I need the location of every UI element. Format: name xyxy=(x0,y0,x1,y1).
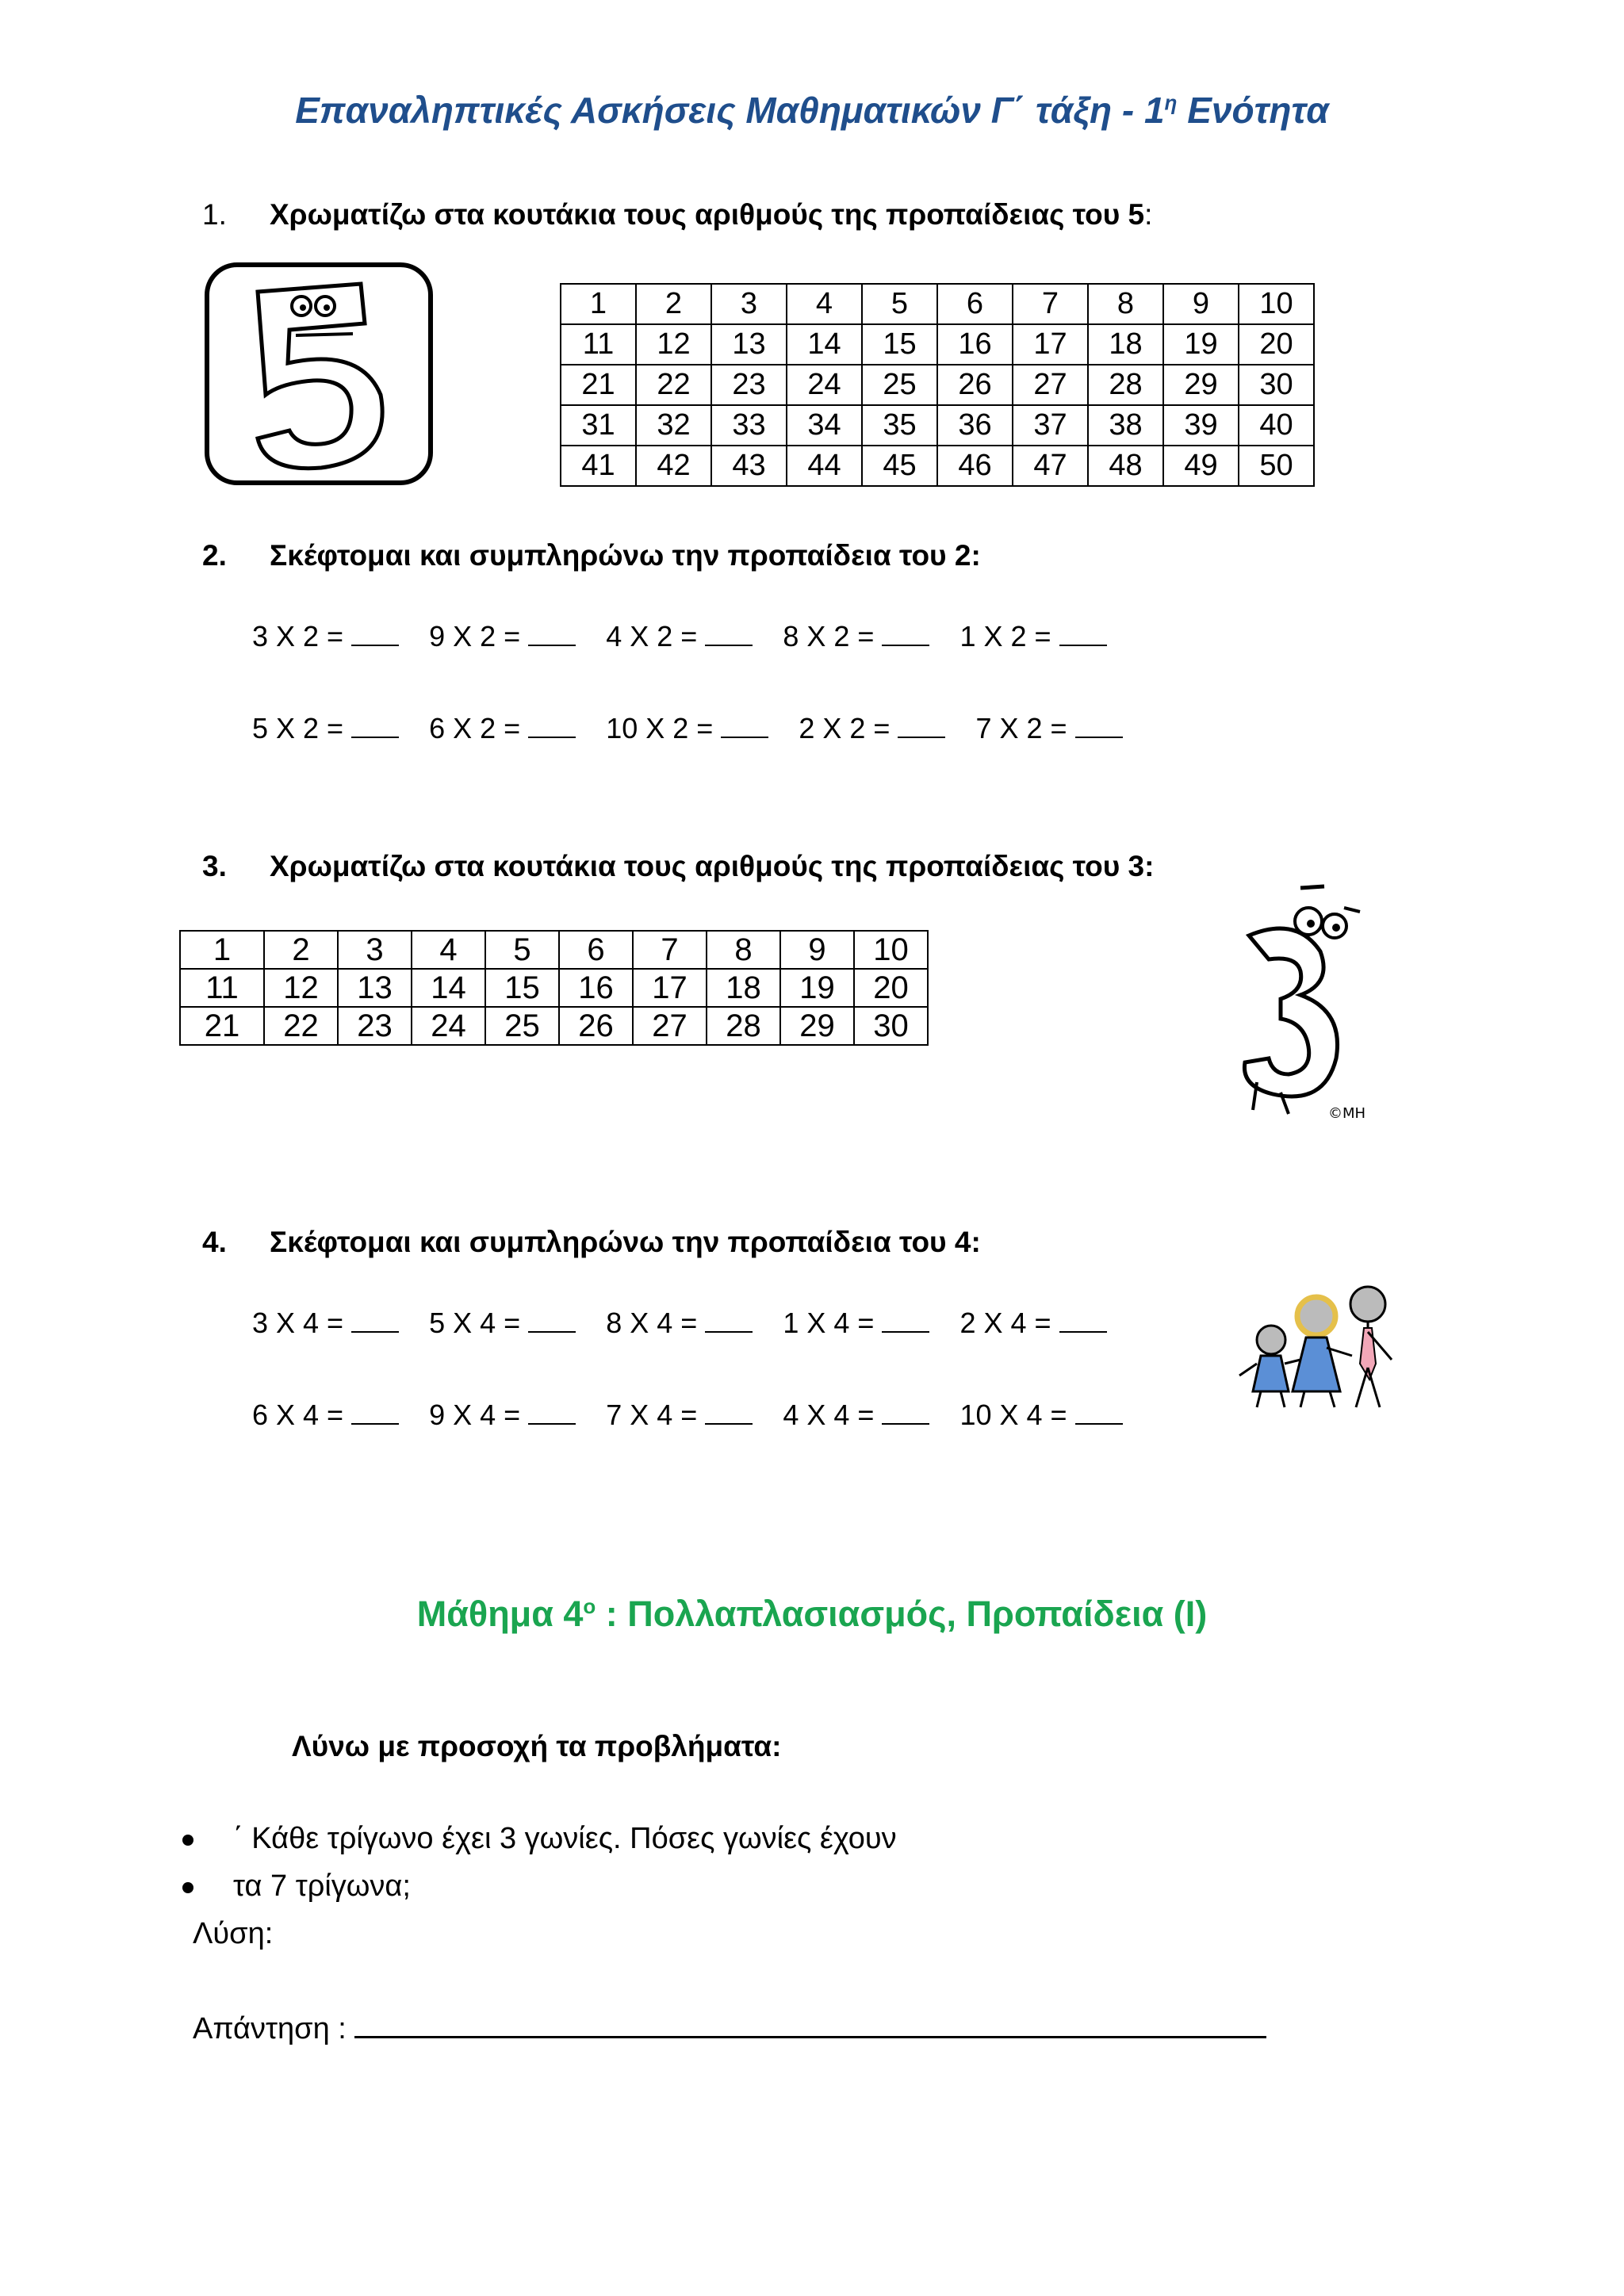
equation-text: 3 X 4 = xyxy=(252,1307,344,1339)
equation-text: 2 X 2 = xyxy=(799,712,891,744)
grid-cell[interactable]: 42 xyxy=(636,446,711,486)
equation xyxy=(783,620,929,653)
title-superscript: η xyxy=(1164,90,1178,115)
grid-cell[interactable]: 21 xyxy=(180,1007,264,1045)
answer-blank[interactable] xyxy=(351,1401,399,1425)
grid-cell[interactable]: 45 xyxy=(862,446,937,486)
question-text: Χρωματίζω στα κουτάκια τους αριθμούς της προπαίδειας του 3: xyxy=(270,850,1155,882)
answer-blank[interactable] xyxy=(528,1309,576,1333)
grid-cell[interactable]: 12 xyxy=(264,969,338,1007)
grid-cell[interactable]: 40 xyxy=(1239,405,1314,446)
equation-text: 10 X 2 = xyxy=(606,712,714,744)
answer-blank[interactable] xyxy=(705,622,753,646)
grid-cell[interactable]: 13 xyxy=(711,324,787,365)
grid-cell[interactable]: 11 xyxy=(561,324,636,365)
bullet-text: ΄ Κάθε τρίγωνο έχει 3 γωνίες. Πόσες γωνίες έχουν xyxy=(233,1822,897,1855)
question-2-row-1 xyxy=(252,620,1137,653)
grid-row xyxy=(180,1007,928,1045)
answer-blank[interactable] xyxy=(1059,1309,1107,1333)
question-4-row-2 xyxy=(252,1399,1153,1432)
grid-cell[interactable]: 19 xyxy=(780,969,854,1007)
grid-cell[interactable]: 30 xyxy=(854,1007,928,1045)
answer-blank[interactable] xyxy=(705,1401,753,1425)
answer-blank[interactable] xyxy=(882,1309,929,1333)
grid-cell[interactable]: 26 xyxy=(937,365,1013,405)
title-tail: Ενότητα xyxy=(1177,90,1329,131)
grid-cell[interactable]: 31 xyxy=(561,405,636,446)
grid-cell[interactable]: 4 xyxy=(787,284,862,324)
grid-cell[interactable]: 1 xyxy=(180,931,264,969)
lesson-heading-superscript: ο xyxy=(583,1594,596,1618)
equation xyxy=(783,1399,929,1432)
equation-text: 6 X 2 = xyxy=(429,712,521,744)
answer-blank[interactable] xyxy=(1075,1401,1123,1425)
grid-cell[interactable]: 20 xyxy=(854,969,928,1007)
equation xyxy=(252,620,399,653)
grid-cell[interactable]: 7 xyxy=(633,931,707,969)
equation-text: 10 X 4 = xyxy=(959,1399,1067,1431)
question-number: 3. xyxy=(202,850,227,882)
grid-cell[interactable]: 7 xyxy=(1013,284,1088,324)
grid-cell[interactable]: 27 xyxy=(1013,365,1088,405)
grid-cell[interactable]: 48 xyxy=(1088,446,1163,486)
page-title xyxy=(0,89,1624,132)
grid-cell[interactable]: 22 xyxy=(636,365,711,405)
grid-cell[interactable]: 43 xyxy=(711,446,787,486)
equation xyxy=(799,712,945,745)
grid-cell[interactable]: 1 xyxy=(561,284,636,324)
grid-cell[interactable]: 16 xyxy=(559,969,633,1007)
answer-blank[interactable] xyxy=(898,714,945,738)
grid-cell[interactable]: 6 xyxy=(937,284,1013,324)
grid-cell[interactable]: 2 xyxy=(264,931,338,969)
equation xyxy=(429,620,576,653)
question-number: 2. xyxy=(202,539,227,572)
lesson-heading-text: : Πολλαπλασιασμός, Προπαίδεια (Ι) xyxy=(596,1594,1208,1634)
grid-cell[interactable]: 5 xyxy=(485,931,559,969)
grid-cell[interactable]: 8 xyxy=(1088,284,1163,324)
grid-cell[interactable]: 9 xyxy=(1163,284,1239,324)
grid-cell[interactable]: 44 xyxy=(787,446,862,486)
equation-text: 9 X 4 = xyxy=(429,1399,521,1431)
grid-cell[interactable]: 50 xyxy=(1239,446,1314,486)
equation-text: 7 X 4 = xyxy=(606,1399,698,1431)
grid-cell[interactable]: 37 xyxy=(1013,405,1088,446)
answer-blank[interactable] xyxy=(528,622,576,646)
equation xyxy=(606,620,753,653)
grid-cell[interactable]: 6 xyxy=(559,931,633,969)
question-1-heading xyxy=(202,198,1152,232)
grid-cell[interactable]: 22 xyxy=(264,1007,338,1045)
grid-cell[interactable]: 24 xyxy=(412,1007,485,1045)
bullet-dot xyxy=(182,1835,193,1846)
grid-cell[interactable]: 13 xyxy=(338,969,412,1007)
grid-cell[interactable]: 27 xyxy=(633,1007,707,1045)
answer-row xyxy=(193,2007,1266,2046)
title-text: Επαναληπτικές Ασκήσεις Μαθηματικών Γ΄ τάξη - 1 xyxy=(295,90,1165,131)
grid-cell[interactable]: 35 xyxy=(862,405,937,446)
equation xyxy=(252,1307,399,1340)
grid-cell[interactable]: 3 xyxy=(338,931,412,969)
equation xyxy=(429,712,576,745)
grid-cell[interactable]: 5 xyxy=(862,284,937,324)
grid-cell[interactable]: 3 xyxy=(711,284,787,324)
grid-cell[interactable]: 12 xyxy=(636,324,711,365)
equation xyxy=(429,1307,576,1340)
problem-bullet-2 xyxy=(182,1869,411,1904)
grid-cell[interactable]: 33 xyxy=(711,405,787,446)
grid-row xyxy=(561,284,1314,324)
grid-cell[interactable]: 34 xyxy=(787,405,862,446)
grid-cell[interactable]: 28 xyxy=(707,1007,780,1045)
grid-cell[interactable]: 29 xyxy=(780,1007,854,1045)
answer-label: Απάντηση : xyxy=(193,2012,347,2045)
answer-blank[interactable] xyxy=(528,714,576,738)
grid-row xyxy=(561,405,1314,446)
answer-blank[interactable] xyxy=(1059,622,1107,646)
grid-cell[interactable]: 14 xyxy=(412,969,485,1007)
equation xyxy=(252,712,399,745)
svg-text:©MH: ©MH xyxy=(1328,1105,1366,1122)
lesson-heading xyxy=(0,1594,1624,1635)
grid-cell[interactable]: 2 xyxy=(636,284,711,324)
grid-row xyxy=(561,446,1314,486)
grid-cell[interactable]: 17 xyxy=(633,969,707,1007)
grid-cell[interactable]: 23 xyxy=(338,1007,412,1045)
answer-blank[interactable] xyxy=(882,622,929,646)
equation-text: 5 X 2 = xyxy=(252,712,344,744)
equation xyxy=(606,1399,753,1432)
family-cartoon-icon xyxy=(1233,1280,1404,1411)
question-text: Σκέφτομαι και συμπληρώνω την προπαίδεια του 2: xyxy=(270,539,981,572)
grid-cell[interactable]: 21 xyxy=(561,365,636,405)
equation xyxy=(959,1399,1122,1432)
question-colon: : xyxy=(1144,198,1153,231)
equation xyxy=(429,1399,576,1432)
lesson-heading-prefix: Μάθημα 4 xyxy=(416,1594,584,1634)
number-three-cartoon-icon xyxy=(1225,880,1376,1122)
grid-cell[interactable]: 8 xyxy=(707,931,780,969)
equation-text: 3 X 2 = xyxy=(252,620,344,652)
grid-cell[interactable]: 17 xyxy=(1013,324,1088,365)
equation-text: 8 X 4 = xyxy=(606,1307,698,1339)
multiples-of-five-grid xyxy=(560,283,1315,487)
equation xyxy=(959,1307,1106,1340)
grid-cell[interactable]: 38 xyxy=(1088,405,1163,446)
grid-cell[interactable]: 11 xyxy=(180,969,264,1007)
problems-heading: Λύνω με προσοχή τα προβλήματα: xyxy=(292,1730,782,1762)
equation-text: 2 X 4 = xyxy=(959,1307,1051,1339)
grid-cell[interactable]: 19 xyxy=(1163,324,1239,365)
grid-cell[interactable]: 30 xyxy=(1239,365,1314,405)
answer-blank[interactable] xyxy=(721,714,768,738)
grid-cell[interactable]: 15 xyxy=(862,324,937,365)
equation-text: 4 X 2 = xyxy=(606,620,698,652)
grid-cell[interactable]: 29 xyxy=(1163,365,1239,405)
answer-blank[interactable] xyxy=(882,1401,929,1425)
equation-text: 1 X 4 = xyxy=(783,1307,875,1339)
grid-cell[interactable]: 18 xyxy=(707,969,780,1007)
question-2-row-2 xyxy=(252,712,1153,745)
grid-cell[interactable]: 10 xyxy=(854,931,928,969)
grid-cell[interactable]: 18 xyxy=(1088,324,1163,365)
solution-label: Λύση: xyxy=(193,1917,274,1950)
question-number: 4. xyxy=(202,1226,227,1258)
problem-bullet-1 xyxy=(182,1822,897,1856)
question-4-row-1 xyxy=(252,1307,1137,1340)
question-2-heading xyxy=(202,539,981,572)
grid-cell[interactable]: 9 xyxy=(780,931,854,969)
grid-cell[interactable]: 26 xyxy=(559,1007,633,1045)
grid-row xyxy=(561,324,1314,365)
grid-cell[interactable]: 24 xyxy=(787,365,862,405)
equation-text: 1 X 2 = xyxy=(959,620,1051,652)
equation-text: 7 X 2 = xyxy=(975,712,1067,744)
question-4-heading xyxy=(202,1226,981,1259)
grid-cell[interactable]: 36 xyxy=(937,405,1013,446)
grid-cell[interactable]: 47 xyxy=(1013,446,1088,486)
equation xyxy=(606,1307,753,1340)
number-five-cartoon-icon xyxy=(202,260,436,490)
question-number: 1. xyxy=(202,198,227,231)
question-text: Χρωματίζω στα κουτάκια τους αριθμούς της προπαίδειας του 5 xyxy=(270,198,1145,231)
grid-cell[interactable]: 25 xyxy=(862,365,937,405)
question-text: Σκέφτομαι και συμπληρώνω την προπαίδεια του 4: xyxy=(270,1226,981,1258)
equation-text: 4 X 4 = xyxy=(783,1399,875,1431)
grid-cell[interactable]: 16 xyxy=(937,324,1013,365)
grid-cell[interactable]: 28 xyxy=(1088,365,1163,405)
equation xyxy=(606,712,768,745)
equation-text: 9 X 2 = xyxy=(429,620,521,652)
answer-blank[interactable] xyxy=(351,1309,399,1333)
answer-blank[interactable] xyxy=(351,622,399,646)
equation-text: 6 X 4 = xyxy=(252,1399,344,1431)
equation xyxy=(959,620,1106,653)
answer-blank[interactable] xyxy=(351,714,399,738)
answer-blank[interactable] xyxy=(1075,714,1123,738)
equation xyxy=(252,1399,399,1432)
grid-cell[interactable]: 15 xyxy=(485,969,559,1007)
answer-blank[interactable] xyxy=(528,1401,576,1425)
answer-input-line[interactable] xyxy=(354,2007,1266,2038)
grid-cell[interactable]: 49 xyxy=(1163,446,1239,486)
grid-cell[interactable]: 46 xyxy=(937,446,1013,486)
equation xyxy=(783,1307,929,1340)
grid-cell[interactable]: 39 xyxy=(1163,405,1239,446)
grid-cell[interactable]: 32 xyxy=(636,405,711,446)
grid-row xyxy=(180,931,928,969)
grid-cell[interactable]: 20 xyxy=(1239,324,1314,365)
grid-cell[interactable]: 4 xyxy=(412,931,485,969)
bullet-text: τα 7 τρίγωνα; xyxy=(233,1869,411,1903)
equation-text: 5 X 4 = xyxy=(429,1307,521,1339)
grid-cell[interactable]: 23 xyxy=(711,365,787,405)
grid-cell[interactable]: 41 xyxy=(561,446,636,486)
multiples-of-three-grid xyxy=(179,930,929,1046)
grid-row xyxy=(561,365,1314,405)
answer-blank[interactable] xyxy=(705,1309,753,1333)
bullet-dot xyxy=(182,1882,193,1893)
equation-text: 8 X 2 = xyxy=(783,620,875,652)
grid-cell[interactable]: 25 xyxy=(485,1007,559,1045)
grid-cell[interactable]: 14 xyxy=(787,324,862,365)
grid-cell[interactable]: 10 xyxy=(1239,284,1314,324)
grid-row xyxy=(180,969,928,1007)
question-3-heading xyxy=(202,850,1154,883)
equation xyxy=(975,712,1122,745)
